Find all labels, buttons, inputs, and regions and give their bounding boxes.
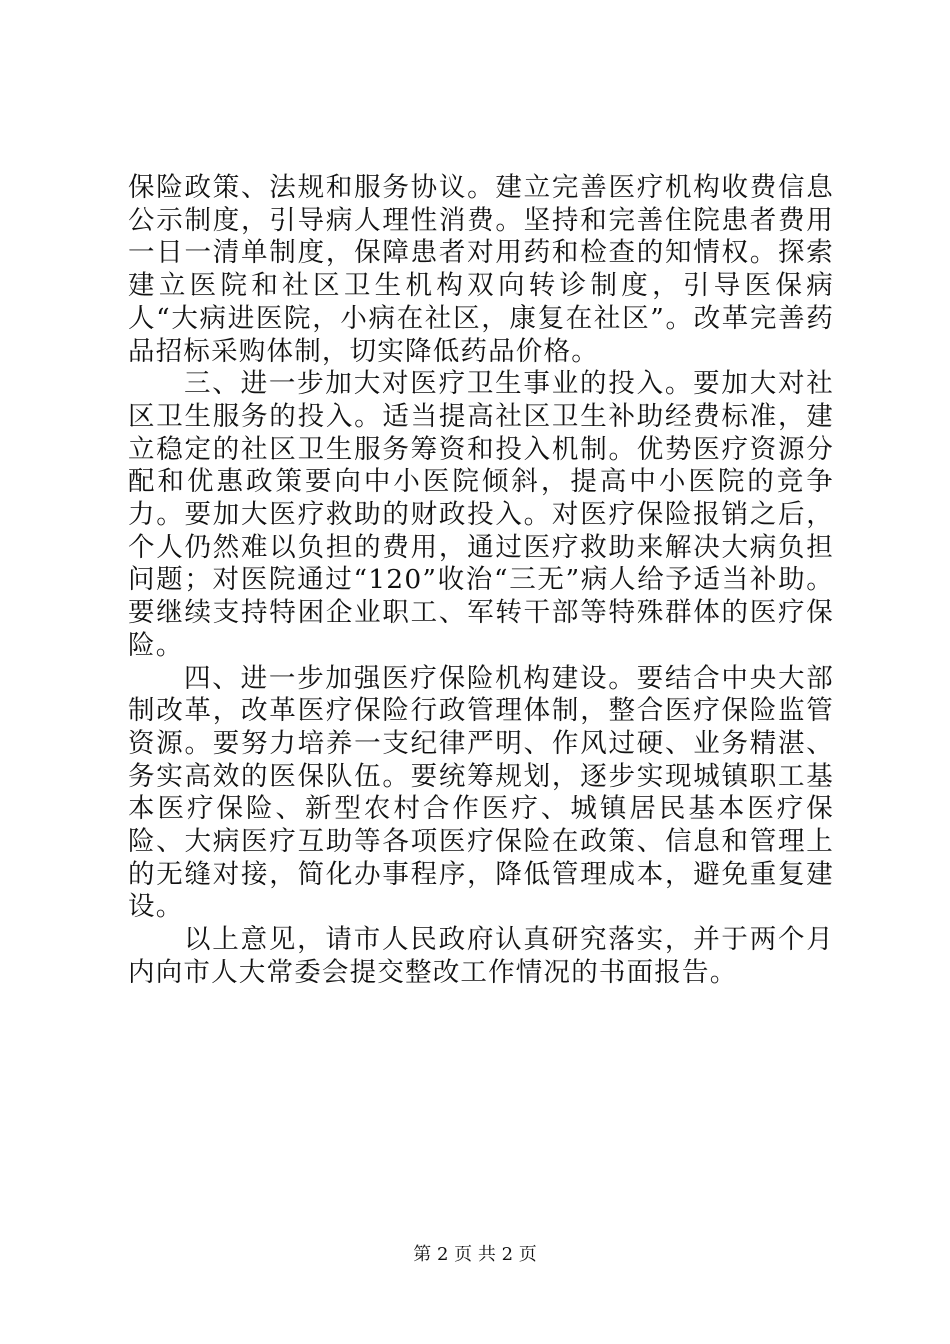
document-body bbox=[128, 172, 834, 990]
page-number-footer: 第 2 页 共 2 页 bbox=[413, 1244, 537, 1265]
paragraph-conclusion: 以上意见，请市人民政府认真研究落实，并于两个月内向市人大常委会提交整改工作情况的书面报告。 bbox=[128, 924, 834, 988]
paragraph-section-four: 四、进一步加强医疗保险机构建设。要结合中央大部制改革，改革医疗保险行政管理体制，整合医疗保险监管资源。要努力培养一支纪律严明、作风过硬、业务精湛、务实高效的医保队伍。要统筹规划，逐步实现城镇职工基本医疗保险、新型农村合作医疗、城镇居民基本医疗保险、大病医疗互助等各项医疗保险在政策、信息和管理上的无缝对接，简化办事程序，降低管理成本，避免重复建设。 bbox=[128, 662, 834, 923]
paragraph-continuation: 保险政策、法规和服务协议。建立完善医疗机构收费信息公示制度，引导病人理性消费。坚持和完善住院患者费用一日一清单制度，保障患者对用药和检查的知情权。探索建立医院和社区卫生机构双向转诊制度，引导医保病人“大病进医院，小病在社区，康复在社区”。改革完善药品招标采购体制，切实降低药品价格。 bbox=[128, 172, 834, 367]
paragraph-section-three: 三、进一步加大对医疗卫生事业的投入。要加大对社区卫生服务的投入。适当提高社区卫生补助经费标准，建立稳定的社区卫生服务筹资和投入机制。优势医疗资源分配和优惠政策要向中小医院倾斜，提高中小医院的竞争力。要加大医疗救助的财政投入。对医疗保险报销之后，个人仍然难以负担的费用，通过医疗救助来解决大病负担问题；对医院通过“120”收治“三无”病人给予适当补助。要继续支持特困企业职工、军转干部等特殊群体的医疗保险。 bbox=[128, 368, 834, 661]
